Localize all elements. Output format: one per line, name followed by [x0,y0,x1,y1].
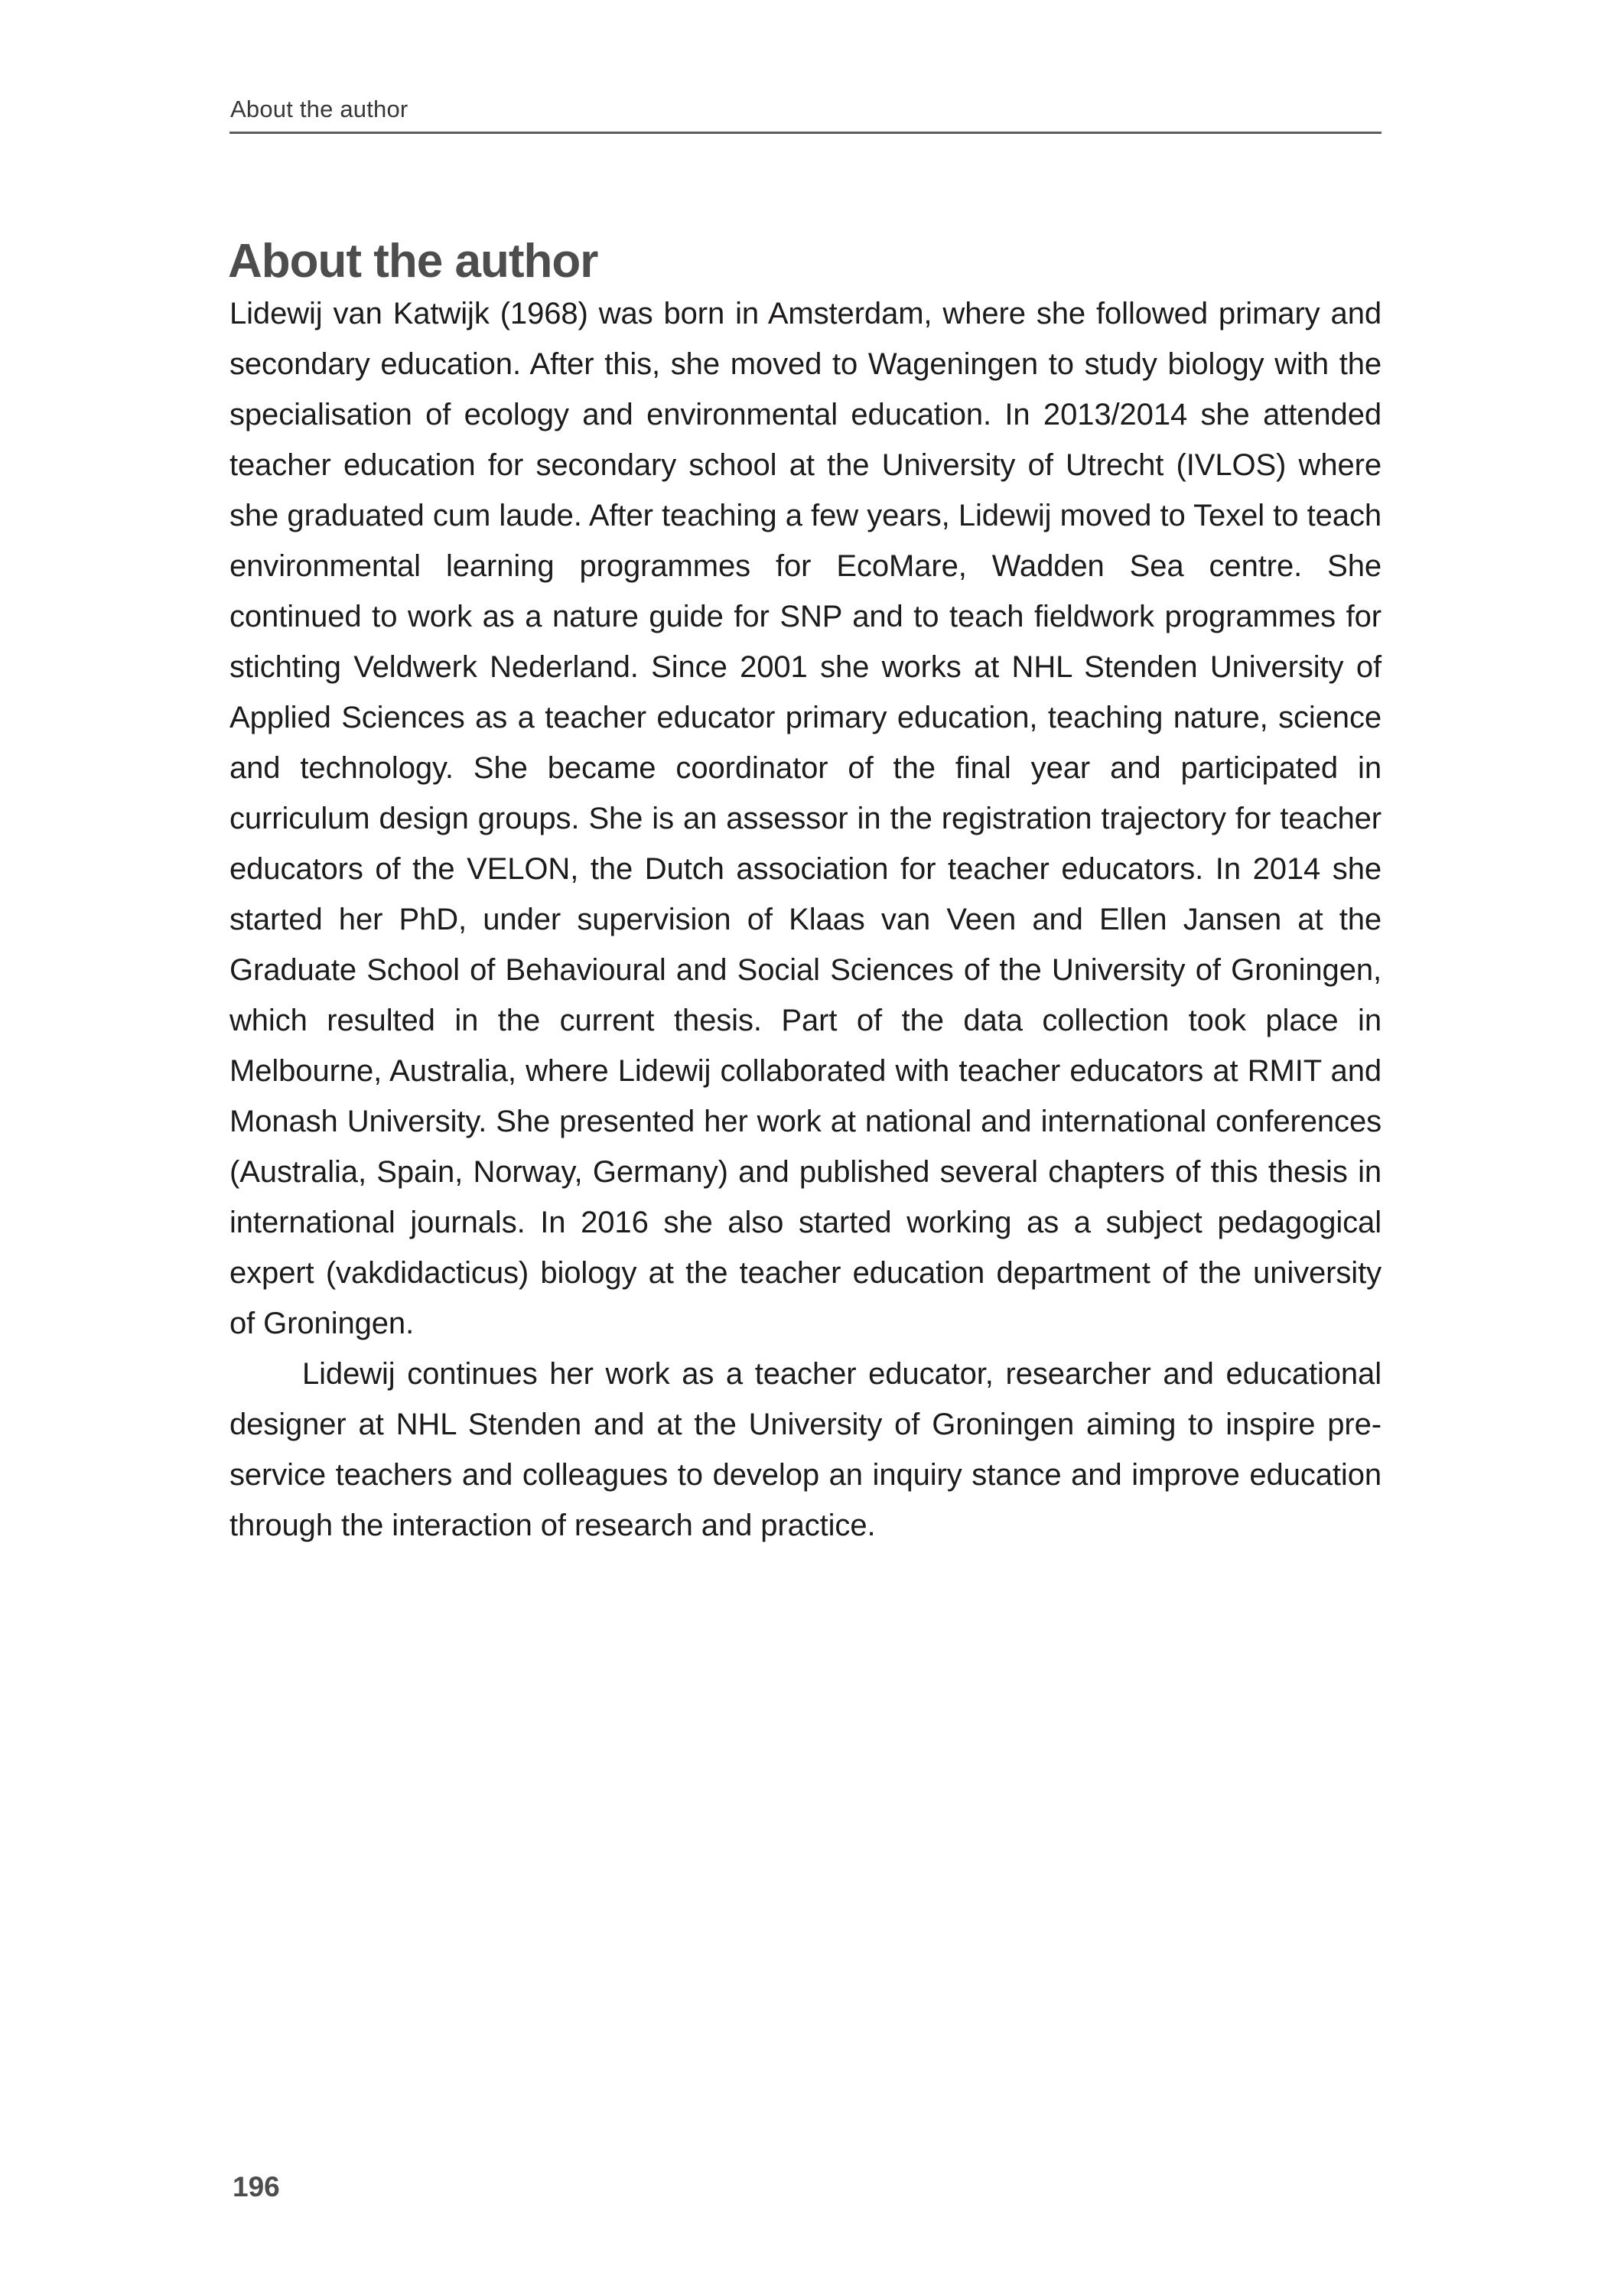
running-head: About the author [230,96,408,122]
page-number: 196 [233,2171,280,2202]
body-text-block [229,288,1382,1551]
section-heading: About the author [228,235,598,288]
header-rule [229,132,1382,134]
paragraph-current-work: Lidewij continues her work as a teacher educator, researcher and educational designer at NHL Stenden and at the University of Groningen aiming to inspire pre-service teachers and colleagues to develop an inquiry stance and improve education through the interaction of research and practice. [229,1357,1382,1542]
paragraph-bio: Lidewij van Katwijk (1968) was born in Amsterdam, where she followed primary and secondary education. After this, she moved to Wageningen to study biology with the specialisation of ecology and environmental education. In 2013/2014 she attended teacher education for secondary school at the University of Utrecht (IVLOS) where she graduated cum laude. After teaching a few years, Lidewij moved to Texel to teach environmental learning programmes for EcoMare, Wadden Sea centre. She continued to work as a nature guide for SNP and to teach fieldwork programmes for stichting Veldwerk Nederland. Since 2001 she works at NHL Stenden University of Applied Sciences as a teacher educator primary education, teaching nature, science and technology. She became coordinator of the final year and participated in curriculum design groups. She is an assessor in the registration trajectory for teacher educators of the VELON, the Dutch association for teacher educators. In 2014 she started her PhD, under supervision of Klaas van Veen and Ellen Jansen at the Graduate School of Behavioural and Social Sciences of the University of Groningen, which resulted in the current thesis. Part of the data collection took place in Melbourne, Australia, where Lidewij collaborated with teacher educators at RMIT and Monash University. She presented her work at national and international conferences (Australia, Spain, Norway, Germany) and published several chapters of this thesis in international journals. In 2016 she also started working as a subject pedagogical expert (vakdidacticus) biology at the teacher education department of the university of Groningen. [229,297,1382,1340]
